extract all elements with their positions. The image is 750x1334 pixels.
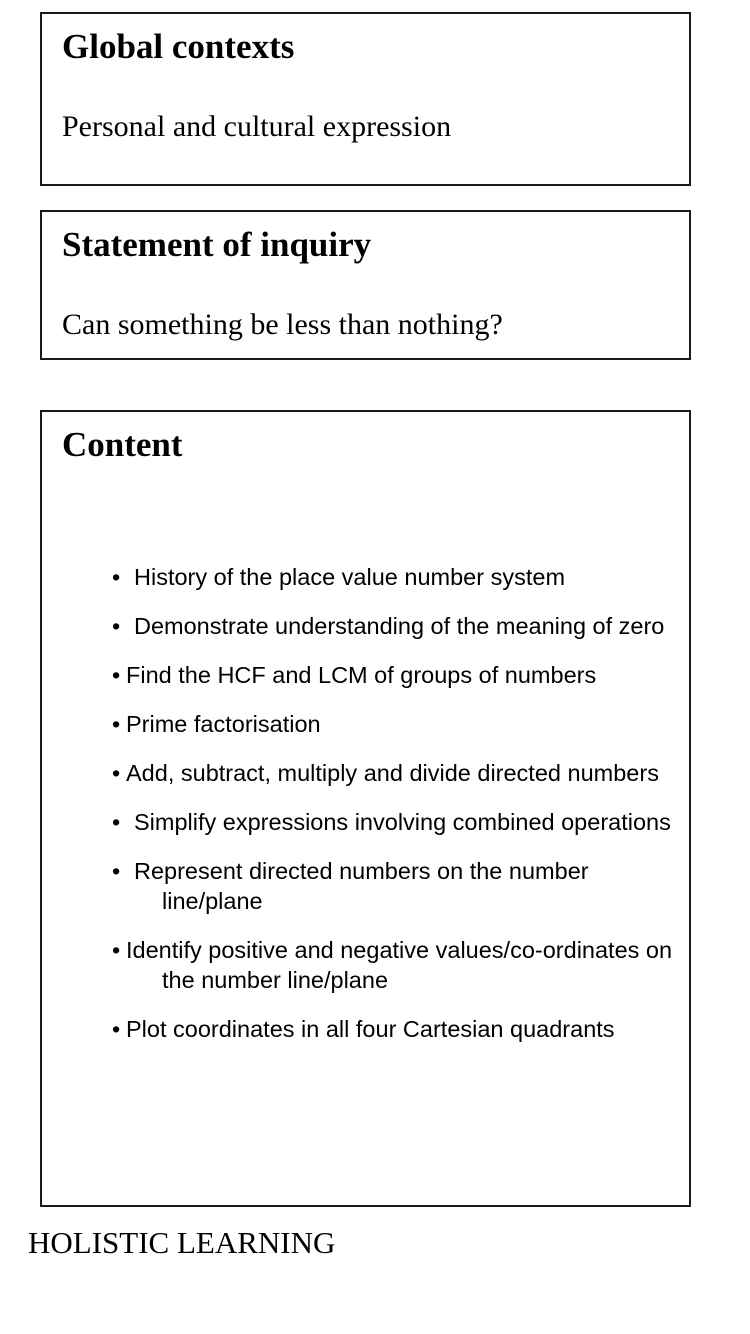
bullet-icon: • — [112, 613, 121, 639]
content-item — [112, 562, 682, 592]
bullet-icon: • — [112, 564, 121, 590]
content-item-text: Add, subtract, multiply and divide directed numbers — [126, 760, 659, 786]
content-list — [112, 562, 682, 1063]
content-item — [112, 807, 682, 837]
content-item — [112, 935, 682, 995]
bullet-icon: • — [112, 858, 121, 884]
bullet-icon: • — [112, 809, 121, 835]
content-item-text: Demonstrate understanding of the meaning of zero — [134, 613, 665, 639]
bullet-icon: • — [112, 760, 121, 786]
content-item-text: History of the place value number system — [134, 564, 566, 590]
statement-of-inquiry-box — [40, 210, 691, 360]
bullet-icon: • — [112, 937, 121, 963]
statement-of-inquiry-heading: Statement of inquiry — [62, 225, 372, 264]
statement-of-inquiry-text: Can something be less than nothing? — [62, 308, 503, 341]
bullet-icon: • — [112, 1016, 121, 1042]
content-box — [40, 410, 691, 1207]
content-item-text: Identify positive and negative values/co-ordinates on the number line/plane — [126, 937, 673, 993]
footer-text: HOLISTIC LEARNING — [28, 1225, 336, 1260]
content-item — [112, 709, 682, 739]
global-contexts-heading: Global contexts — [62, 27, 295, 66]
global-contexts-box — [40, 12, 691, 186]
content-item-text: Plot coordinates in all four Cartesian quadrants — [126, 1016, 615, 1042]
content-item — [112, 611, 682, 641]
content-item-text: Prime factorisation — [126, 711, 321, 737]
bullet-icon: • — [112, 711, 121, 737]
bullet-icon: • — [112, 662, 121, 688]
content-item-text: Simplify expressions involving combined operations — [134, 809, 671, 835]
content-item — [112, 1014, 682, 1044]
content-item — [112, 856, 682, 916]
content-item — [112, 758, 682, 788]
content-heading: Content — [62, 425, 183, 464]
content-item-text: Find the HCF and LCM of groups of numbers — [126, 662, 597, 688]
content-item — [112, 660, 682, 690]
global-contexts-text: Personal and cultural expression — [62, 110, 452, 143]
content-item-text: Represent directed numbers on the number line/plane — [134, 858, 589, 914]
